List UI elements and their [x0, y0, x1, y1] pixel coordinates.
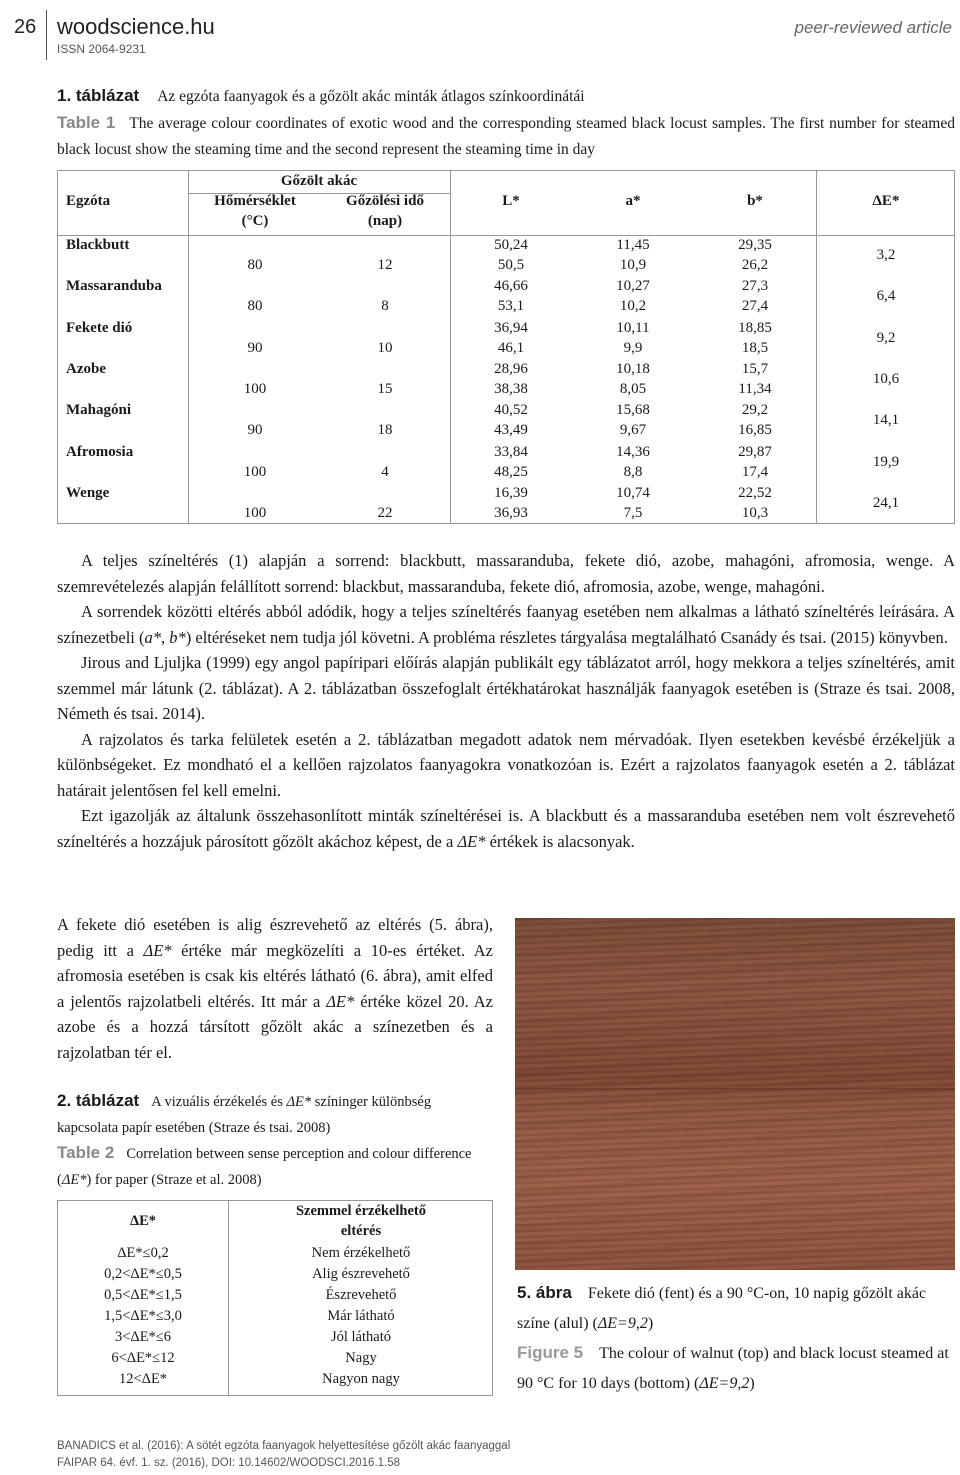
- header-exotic: Egzóta: [66, 193, 111, 209]
- text-span: A sorrendek közötti eltérés abból adódik, hogy a teljes színeltérés faanyag esetében nem alkalmas a látható színeltérés leírására. A színezetbeli (: [57, 602, 955, 647]
- body-text-narrow: [57, 912, 493, 1065]
- table1-exotic-a: 10,11: [616, 319, 650, 336]
- variable: b*: [169, 627, 186, 647]
- figure5-caption-hu: [517, 1278, 957, 1339]
- table2-range: 6<ΔE*≤12: [111, 1350, 175, 1366]
- table1-exotic-L: 46,66: [494, 278, 528, 295]
- table1-caption-en-text: The average colour coordinates of exotic wood and the corresponding steamed black locust samples. The first number for steamed black locust show the steaming time and the second represent the steaming time in day: [57, 115, 955, 158]
- table1-steamed-temp: 90: [247, 422, 263, 439]
- text-span: értéke közel 20. Az azobe és a hozzá társított gőzölt akác a színezetben és a rajzolatban tér el.: [57, 991, 493, 1062]
- table1-exotic-b: 22,52: [738, 484, 772, 501]
- table1-exotic-b: 15,7: [741, 360, 769, 377]
- table1-steamed-b: 18,5: [741, 339, 769, 356]
- variable: ΔE*: [457, 831, 486, 851]
- table1: [57, 170, 955, 524]
- text-span: értéke már megközelíti a 10-es értéket. Az afromosia esetében is csak kis eltérés látható (6. ábra), amit elfed a jelentős rajzolatbeli eltérés. Itt már a: [57, 940, 494, 1011]
- table1-label-hu: 1. táblázat: [57, 86, 140, 105]
- table2-perception: Jól látható: [330, 1329, 391, 1345]
- variable: a*: [144, 627, 161, 647]
- table1-exotic-a: 14,36: [616, 443, 650, 460]
- table2-range: 0,5<ΔE*≤1,5: [104, 1287, 182, 1303]
- table1-exotic-L: 33,84: [494, 443, 528, 460]
- table1-steamed-b: 10,3: [741, 504, 769, 521]
- table2-perception: Észrevehető: [325, 1287, 397, 1303]
- table1-exotic-L: 36,94: [494, 319, 528, 336]
- table1-exotic-name: Mahagóni: [66, 402, 132, 419]
- table1-delta-e: 14,1: [872, 412, 900, 429]
- variable: ΔE=9,2: [597, 1315, 648, 1332]
- table1-steamed-L: 46,1: [497, 339, 525, 356]
- table2-range: 0,2<ΔE*≤0,5: [104, 1266, 182, 1282]
- table1-exotic-b: 29,2: [741, 402, 769, 419]
- wood-sample-photo: [515, 918, 955, 1270]
- table1-steamed-temp: 80: [247, 257, 263, 273]
- table1-steamed-b: 27,4: [741, 298, 769, 315]
- table1-steamed-temp: 100: [243, 380, 267, 397]
- table1-exotic-a: 10,74: [616, 484, 650, 501]
- table1-steamed-L: 53,1: [497, 298, 525, 315]
- table2-header-perception: Szemmel érzékelhető: [295, 1203, 427, 1219]
- text-span: Ezt igazolják az általunk összehasonlított minták színeltérései is. A blackbutt és a massaranduba esetében nem volt észrevehető színeltérés a hozzájuk párosított gőzölt akáchoz képest, de a: [57, 806, 955, 851]
- header-b: b*: [747, 193, 763, 209]
- paragraph: [57, 803, 955, 854]
- table1-steamed-temp: 90: [247, 339, 263, 356]
- header-temp: Hőmérséklet: [214, 193, 296, 209]
- table1-steamed-temp: 100: [243, 504, 267, 521]
- table2-range: ΔE*≤0,2: [117, 1245, 169, 1261]
- variable: ΔE*: [326, 991, 355, 1011]
- table1-exotic-L: 40,52: [494, 402, 528, 419]
- table1-delta-e: 6,4: [876, 288, 896, 305]
- table1-exotic-b: 29,87: [738, 443, 772, 460]
- table1-steamed-time: 10: [377, 339, 393, 356]
- table1-steamed-L: 48,25: [494, 463, 528, 480]
- table1-exotic-name: Azobe: [66, 360, 106, 377]
- table1-exotic-L: 16,39: [494, 484, 528, 501]
- header-temp-unit: (°C): [241, 213, 269, 229]
- table1-label-en: Table 1: [57, 113, 116, 132]
- table1-delta-e: 19,9: [872, 453, 900, 470]
- table1-caption-hu-text: Az egzóta faanyagok és a gőzölt akác minták átlagos színkoordinátái: [157, 88, 585, 105]
- table1-steamed-L: 38,38: [494, 380, 528, 397]
- table1-exotic-b: 27,3: [741, 278, 769, 295]
- table1-steamed-a: 7,5: [623, 504, 643, 521]
- table2-header-dE: ΔE*: [129, 1213, 156, 1229]
- table1-steamed-time: 12: [377, 257, 393, 273]
- header-time-unit: (nap): [367, 213, 403, 229]
- header-a: a*: [625, 193, 641, 209]
- table2-perception: Nagyon nagy: [322, 1371, 400, 1387]
- table1-steamed-L: 36,93: [494, 504, 528, 521]
- table1-exotic-b: 29,35: [738, 237, 772, 253]
- table1-steamed-time: 22: [377, 504, 393, 521]
- table1-steamed-a: 8,05: [619, 380, 647, 397]
- figure5-caption-en: [517, 1338, 957, 1399]
- paragraph: [57, 599, 955, 650]
- table1-steamed-a: 9,67: [619, 422, 647, 439]
- table2-range: 3<ΔE*≤6: [114, 1329, 172, 1345]
- photo-split-line: [515, 1088, 955, 1090]
- table1-steamed-time: 8: [381, 298, 389, 315]
- table2-caption-hu: [57, 1088, 493, 1141]
- issn: ISSN 2064-9231: [57, 42, 146, 56]
- table1-steamed-L: 50,5: [497, 257, 525, 273]
- text-span: értékek is alacsonyak.: [485, 831, 635, 851]
- table1-steamed-temp: 80: [247, 298, 263, 315]
- variable: ΔE=9,2: [699, 1375, 750, 1392]
- footer-citation: BANADICS et al. (2016): A sötét egzóta faanyagok helyettesítése gőzölt akác faanyaggal: [57, 1440, 511, 1452]
- text-span: ) for paper (Straze et al. 2008): [86, 1172, 262, 1188]
- text-span: Correlation between sense perception and colour difference (: [57, 1146, 472, 1188]
- table1-delta-e: 24,1: [872, 494, 900, 511]
- header-L: L*: [502, 193, 520, 209]
- table1-exotic-name: Wenge: [66, 484, 110, 501]
- table1-steamed-a: 9,9: [623, 339, 643, 356]
- header-time: Gőzölési idő: [346, 193, 424, 209]
- text-span: A vizuális érzékelés és: [151, 1094, 287, 1110]
- text-span: Fekete dió (fent) és a 90 °C-on, 10 napig gőzölt akác színe (alul) (: [517, 1285, 927, 1332]
- table1-exotic-name: Blackbutt: [66, 237, 130, 253]
- table1-exotic-a: 11,45: [616, 237, 650, 253]
- paragraph: A teljes színeltérés (1) alapján a sorrend: blackbutt, massaranduba, fekete dió, azobe, mahagóni, afromosia, wenge. A szemrevételezés alapján felállított sorrend: blackbut, massaranduba, fekete dió, afromosia, azobe, wenge, mahagóni.: [57, 551, 955, 596]
- table1-steamed-time: 15: [377, 380, 393, 397]
- paragraph: Jirous and Ljuljka (1999) egy angol papíripari előírás alapján publikált egy táblázatot arról, hogy mekkora a teljes színeltérés, amit szemmel már látunk (2. táblázat). A 2. táblázatban összefoglalt értékhatárokat használják faanyagok esetében is (Straze és tsai. 2008, Németh és tsai. 2014).: [57, 653, 955, 723]
- page-number: 26: [14, 16, 37, 38]
- article-type: peer-reviewed article: [794, 18, 952, 37]
- table1-delta-e: 3,2: [876, 247, 896, 263]
- table1-delta-e: 9,2: [876, 329, 896, 346]
- table1-steamed-b: 11,34: [738, 380, 772, 397]
- table1-exotic-name: Afromosia: [66, 443, 134, 460]
- table1-exotic-name: Fekete dió: [66, 319, 133, 336]
- variable: ΔE*: [143, 940, 172, 960]
- table1-steamed-L: 43,49: [494, 422, 528, 439]
- table1-caption-hu: [57, 86, 585, 106]
- table1-steamed-a: 10,2: [619, 298, 647, 315]
- table1-divider: [58, 235, 954, 236]
- text-span: ,: [161, 627, 170, 647]
- table1-steamed-b: 26,2: [741, 257, 769, 273]
- figure5-label-en: Figure 5: [517, 1343, 584, 1362]
- body-text: [57, 548, 955, 854]
- variable: ΔE*: [61, 1172, 87, 1188]
- table1-steamed-a: 10,9: [619, 257, 647, 273]
- table1-exotic-name: Massaranduba: [66, 278, 162, 295]
- figure5-label-hu: 5. ábra: [517, 1283, 572, 1302]
- table2-perception: Nagy: [345, 1350, 377, 1366]
- table2-perception: Alig észrevehető: [312, 1266, 410, 1282]
- footer-doi: FAIPAR 64. évf. 1. sz. (2016), DOI: 10.14602/WOODSCI.2016.1.58: [57, 1457, 401, 1469]
- table2: [57, 1200, 493, 1396]
- table2-header-perception-2: eltérés: [340, 1223, 382, 1239]
- text-span: A fekete dió esetében is alig észrevehető az eltérés (5. ábra), pedig itt a: [57, 915, 493, 960]
- table2-range: 1,5<ΔE*≤3,0: [104, 1308, 182, 1324]
- table1-caption-en: [57, 110, 955, 163]
- text-span: The colour of walnut (top) and black locust steamed at 90 °C for 10 days (bottom) (: [517, 1345, 949, 1392]
- header-divider: [46, 10, 47, 60]
- table1-steamed-time: 4: [381, 463, 389, 480]
- header-steamed: Gőzölt akác: [280, 173, 358, 189]
- variable: ΔE*: [286, 1094, 312, 1110]
- table1-exotic-L: 28,96: [494, 360, 528, 377]
- table2-label-en: Table 2: [57, 1143, 115, 1162]
- table2-caption-en: [57, 1140, 493, 1193]
- table1-steamed-a: 8,8: [623, 463, 643, 480]
- header-dE: ΔE*: [872, 193, 900, 209]
- table1-steamed-b: 16,85: [738, 422, 772, 439]
- table1-exotic-a: 15,68: [616, 402, 650, 419]
- text-span: színinger különbség kapcsolata papír esetében (Straze és tsai. 2008): [57, 1094, 432, 1136]
- table1-steamed-b: 17,4: [741, 463, 769, 480]
- text-span: ): [647, 1315, 654, 1332]
- table1-exotic-L: 50,24: [494, 237, 528, 253]
- table1-exotic-b: 18,85: [738, 319, 772, 336]
- table1-steamed-time: 18: [377, 422, 393, 439]
- table1-steamed-temp: 100: [243, 463, 267, 480]
- table2-label-hu: 2. táblázat: [57, 1091, 140, 1110]
- table1-exotic-a: 10,18: [616, 360, 650, 377]
- text-span: ): [749, 1375, 755, 1392]
- table2-perception: Már látható: [327, 1308, 395, 1324]
- text-span: ) eltéréseket nem tudja jól követni. A probléma részletes tárgyalása megtalálható Csanády és tsai. (2015) könyvben.: [185, 627, 948, 647]
- table2-range: 12<ΔE*: [118, 1371, 168, 1387]
- paragraph: A rajzolatos és tarka felületek esetén a 2. táblázatban megadott adatok nem mérvadóak. Ilyen esetekben kevésbé érzékeljük a különbségeket. Ez mondható el a kellően rajzolatos faanyagokra vonatkozóan is. Ezért a rajzolatos faanyagok esetén a 2. táblázat határait jelentősen fel kell emelni.: [57, 729, 955, 800]
- site-name[interactable]: woodscience.hu: [57, 14, 215, 39]
- table1-divider: [188, 171, 189, 523]
- table1-delta-e: 10,6: [872, 370, 900, 387]
- table1-exotic-a: 10,27: [616, 278, 650, 295]
- table2-perception: Nem érzékelhető: [311, 1245, 411, 1261]
